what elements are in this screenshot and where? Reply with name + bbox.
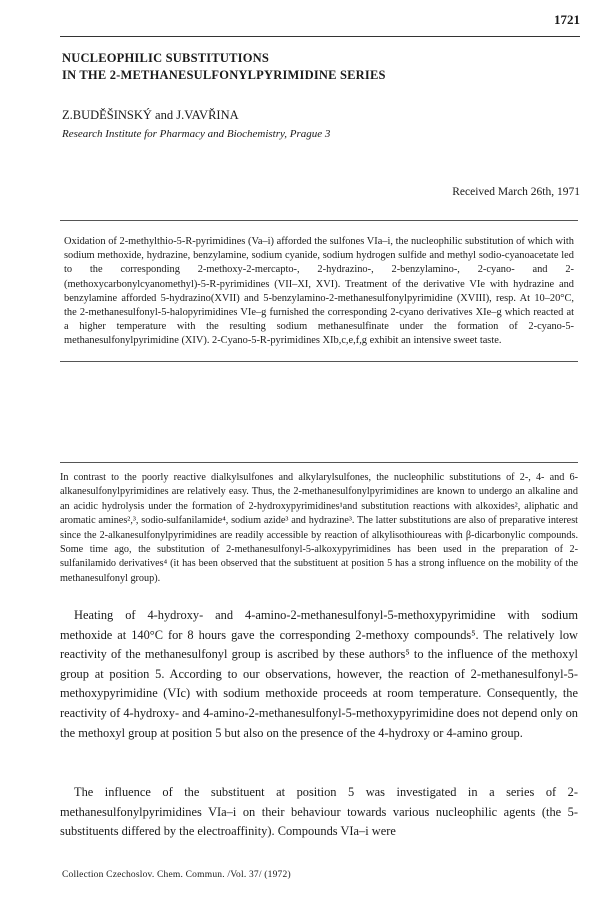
received-date: Received March 26th, 1971 — [452, 186, 580, 198]
intro-paragraph: In contrast to the poorly reactive dialkylsulfones and alkylarylsulfones, the nucleophilic substitutions of 2-, 4- and 6-alkanesulfonylpyrimidines are relatively easy. Thus, the 2-methanesulfonylpyrimidines are known to undergo an alkaline and an acidic hydrolysis under the formation of 2-hydroxypyrimidines¹and substitution reactions with alkoxides², aliphatic and aromatic amines²,³, sodio-sulfanilamide⁴, sodium azide³ and hydrazine³. The latter substitutions are also of preparative interest since the 2-alkanesulfonylpyrimidines are readily accessible by reaction of alkylisothioureas with β-dicarbonylic compounds. Some time ago, the substitution of 2-methanesulfonyl-5-alkoxypyrimidines has been used in the preparation of 2-sulfanilamido derivatives⁴ (it has been observed that the substituent at position 5 has a strong influence on the mobility of the methanesulfonyl group). — [60, 462, 578, 586]
body-paragraph-1: Heating of 4-hydroxy- and 4-amino-2-methanesulfonyl-5-methoxypyrimidine with sodium methoxide at 140°C for 8 hours gave the corresponding 2-methoxy compounds⁵. The relatively low reactivity of the methanesulfonyl group is ascribed by these authors⁵ to the influence of the methoxyl group at position 5. According to our observations, however, the reaction of 2-methanesulfonyl-5-methoxypyrimidine (VIc) with sodium methoxide proceeds at room temperature. Consequently, the reactivity of 4-hydroxy- and 4-amino-2-methanesulfonyl-5-methoxypyrimidine does not depend only on the methoxyl group at position 5 but also on the presence of the 4-hydroxy or 4-amino group. — [60, 608, 578, 740]
authors: Z.BUDĚŠINSKÝ and J.VAVŘINA — [62, 108, 239, 122]
journal-footer: Collection Czechoslov. Chem. Commun. /Vol. 37/ (1972) — [62, 870, 291, 880]
article-title — [62, 50, 582, 84]
title-line-1: NUCLEOPHILIC SUBSTITUTIONS — [62, 51, 269, 65]
affiliation: Research Institute for Pharmacy and Biochemistry, Prague 3 — [62, 128, 331, 140]
abstract: Oxidation of 2-methylthio-5-R-pyrimidines (Va–i) afforded the sulfones VIa–i, the nucleophilic substitution of which with sodium methoxide, hydrazine, benzylamine, sodium cyanide, sodium hydrogen sulfide and methyl sodio-cyanoacetate led to the corresponding 2-methoxy-2-mercapto-, 2-hydrazino-, 2-benzylamino-, 2-cyano- and 2-(methoxycarbonylcyanomethyl)-5-R-pyrimidines (VII–XI, XVI). Treatment of the derivative VIe with hydrazine and benzylamine afforded 5-hydrazino(XVII) and 5-benzylamino-2-methanesulfonylpyrimidine (XVIII), resp. At 10–20°C, the 2-methanesulfonyl-5-halopyrimidines VIe–g furnished the corresponding 2-cyano derivatives XIe–g which reacted at a higher temperature with the resulting sodium methanesulfinate under the formation of 2-cyano-5-methanesulfonylpyrimidine (XIV). 2-Cyano-5-R-pyrimidines XIb,c,e,f,g exhibit an intensive sweet taste. — [60, 220, 578, 362]
top-rule — [60, 36, 580, 37]
title-line-2: IN THE 2-METHANESULFONYLPYRIMIDINE SERIES — [62, 68, 386, 82]
page-number: 1721 — [554, 12, 580, 27]
body-paragraph-2: The influence of the substituent at position 5 was investigated in a series of 2-methanesulfonylpyrimidines VIa–i on their behaviour towards various nucleophilic agents (the 5-substituents differed by the electroaffinity). Compounds VIa–i were — [60, 785, 578, 839]
